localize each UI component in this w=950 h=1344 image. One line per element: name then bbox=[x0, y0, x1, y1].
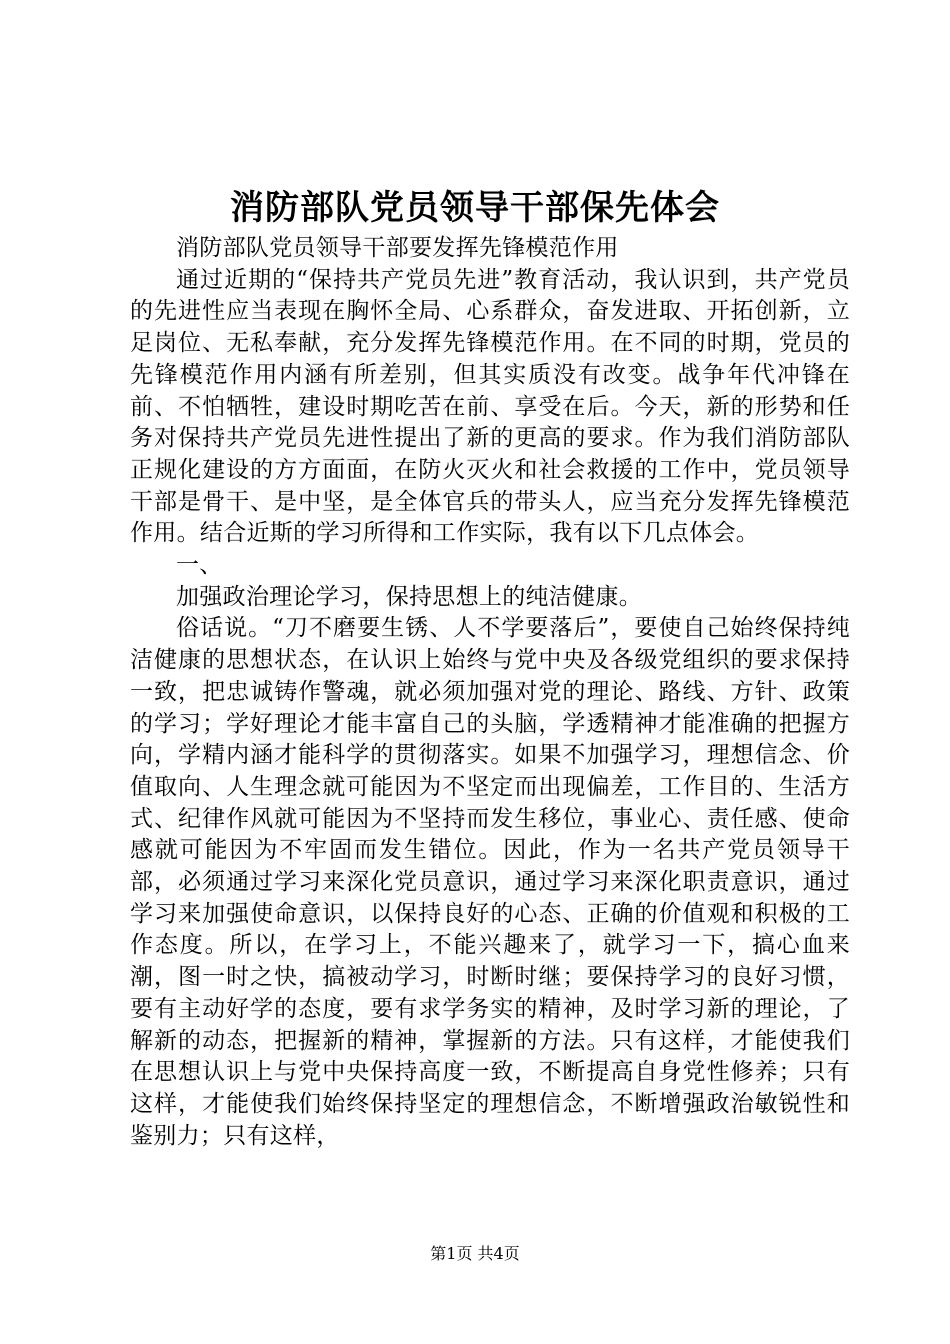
page-footer: 第1页 共4页 bbox=[430, 1244, 520, 1263]
document-title: 消防部队党员领导干部保先体会 bbox=[230, 188, 720, 228]
paragraph-section-number: 一、 bbox=[176, 552, 223, 579]
paragraph-section-heading: 加强政治理论学习，保持思想上的纯洁健康。 bbox=[176, 583, 642, 610]
paragraph-section-body: 俗话说。“刀不磨要生锈、人不学要落后”，要使自己始终保持纯洁健康的思想状态，在认识上始终与党中央及各级党组织的要求保持一致，把忠诚铸作警魂，就必须加强对党的理论、路线、方针、政策的学习；学好理论才能丰富自己的头脑，学透精神才能准确的把握方向，学精内涵才能科学的贯彻落实。如果不加强学习，理想信念、价值取向、人生理念就可能因为不坚定而出现偏差，工作目的、生活方式、纪律作风就可能因为不坚持而发生移位，事业心、责任感、使命感就可能因为不牢固而发生错位。因此，作为一名共产党员领导干部，必须通过学习来深化党员意识，通过学习来深化职责意识，通过学习来加强使命意识，以保持良好的心态、正确的价值观和积极的工作态度。所以，在学习上，不能兴趣来了，就学习一下，搞心血来潮，图一时之快，搞被动学习，时断时继；要保持学习的良好习惯，要有主动好学的态度，要有求学务实的精神，及时学习新的理论，了解新的动态，把握新的精神，掌握新的方法。只有这样，才能使我们在思想认识上与党中央保持高度一致，不断提高自身党性修养；只有这样，才能使我们始终保持坚定的理想信念，不断增强政治敏锐性和鉴别力；只有这样， bbox=[130, 615, 850, 1149]
paragraph-intro: 通过近期的“保持共产党员先进”教育活动，我认识到，共产党员的先进性应当表现在胸怀全局、心系群众，奋发进取、开拓创新，立足岗位、无私奉献，充分发挥先锋模范作用。在不同的时期，党员的先锋模范作用内涵有所差别，但其实质没有改变。战争年代冲锋在前、不怕牺牲，建设时期吃苦在前、享受在后。今天，新的形势和任务对保持共产党员先进性提出了新的更高的要求。作为我们消防部队正规化建设的方方面面，在防火灭火和社会救援的工作中，党员领导干部是骨干、是中坚，是全体官兵的带头人，应当充分发挥先锋模范作用。结合近斯的学习所得和工作实际，我有以下几点体会。 bbox=[130, 266, 850, 547]
paragraph-subtitle: 消防部队党员领导干部要发挥先锋模范作用 bbox=[176, 235, 619, 261]
document-body bbox=[130, 233, 850, 1152]
